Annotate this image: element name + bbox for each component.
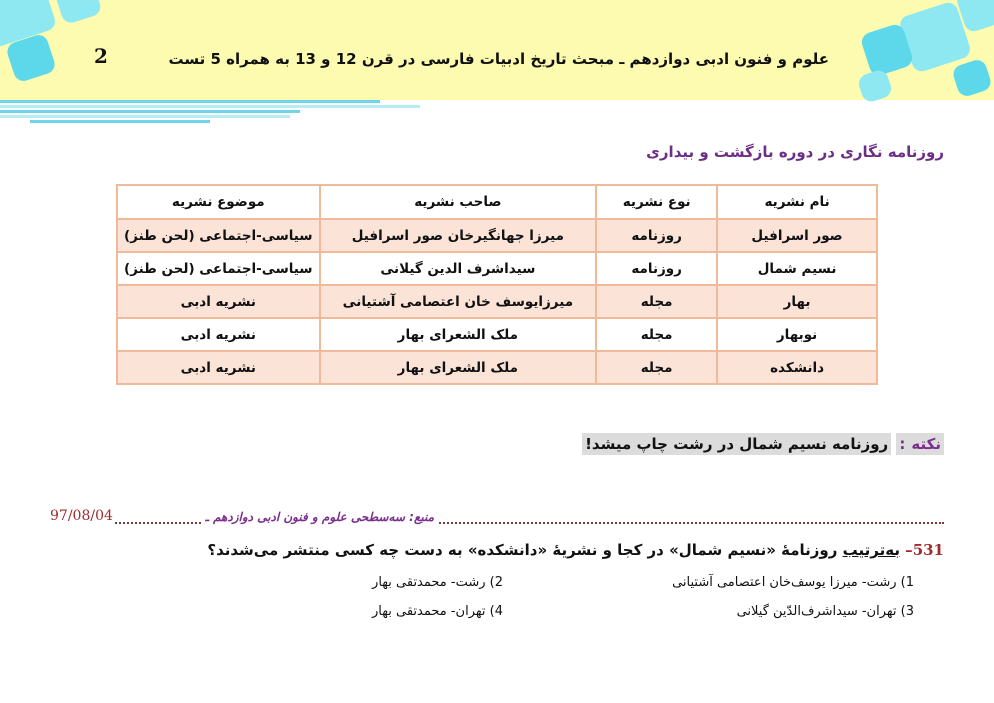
option-3[interactable]: 3) تهران- سیداشرف‌الدّین گیلانی bbox=[736, 604, 914, 619]
decor-square-icon bbox=[951, 58, 993, 99]
table-row bbox=[117, 351, 877, 384]
table-row bbox=[117, 318, 877, 351]
table-cell: مجله bbox=[596, 285, 717, 318]
decor-square-icon bbox=[53, 0, 103, 25]
note-label: نکته bbox=[908, 433, 944, 455]
table-cell: مجله bbox=[596, 318, 717, 351]
table-row bbox=[117, 252, 877, 285]
dotted-rule bbox=[48, 522, 944, 524]
question-lead: به‌ترتیب bbox=[842, 541, 900, 559]
column-header: نام نشریه bbox=[717, 185, 877, 219]
column-header: موضوع نشریه bbox=[117, 185, 320, 219]
table-cell: نشریه ادبی bbox=[117, 318, 320, 351]
note-text: روزنامه نسیم شمال در رشت چاپ میشد! bbox=[582, 433, 891, 455]
table-cell: نسیم شمال bbox=[717, 252, 877, 285]
header-title: علوم و فنون ادبی دوازدهم ـ مبحث تاریخ ادبیات فارسی در قرن 12 و 13 به همراه 5 تست bbox=[168, 50, 829, 68]
table-header-row bbox=[117, 185, 877, 219]
page-header bbox=[0, 0, 994, 100]
publications-table bbox=[116, 184, 878, 385]
column-header: نوع نشریه bbox=[596, 185, 717, 219]
table-row bbox=[117, 219, 877, 252]
note: نکته: روزنامه نسیم شمال در رشت چاپ میشد! bbox=[582, 435, 944, 453]
source-line bbox=[48, 508, 944, 526]
table-cell: دانشکده bbox=[717, 351, 877, 384]
table-cell: سیاسی-اجتماعی (لحن طنز) bbox=[117, 252, 320, 285]
question-text: روزنامهٔ «نسیم شمال» در کجا و نشریهٔ «دانشکده» به دست چه کسی منتشر می‌شدند؟ bbox=[207, 541, 838, 559]
source-text: منبع: سه‌سطحی علوم و فنون ادبی دوازدهم ـ bbox=[201, 510, 438, 524]
option-4[interactable]: 4) تهران- محمدتقی بهار bbox=[372, 604, 503, 619]
table-cell: میرزا جهانگیرخان صور اسرافیل bbox=[320, 219, 597, 252]
section-heading: روزنامه نگاری در دوره بازگشت و بیداری bbox=[646, 143, 944, 161]
table-row bbox=[117, 285, 877, 318]
table-cell: سیاسی-اجتماعی (لحن طنز) bbox=[117, 219, 320, 252]
source-date: 97/08/04 bbox=[50, 508, 113, 524]
table-cell: نشریه ادبی bbox=[117, 285, 320, 318]
table-cell: سیداشرف الدین گیلانی bbox=[320, 252, 597, 285]
column-header: صاحب نشریه bbox=[320, 185, 597, 219]
question-stem: 531– به‌ترتیب روزنامهٔ «نسیم شمال» در کجا و نشریهٔ «دانشکده» به دست چه کسی منتشر می‌شدند؟ bbox=[207, 541, 944, 559]
table-cell: روزنامه bbox=[596, 219, 717, 252]
table-cell: روزنامه bbox=[596, 252, 717, 285]
option-2[interactable]: 2) رشت- محمدتقی بهار bbox=[372, 575, 503, 590]
table-cell: صور اسرافیل bbox=[717, 219, 877, 252]
decor-square-icon bbox=[856, 68, 893, 104]
table-cell: نشریه ادبی bbox=[117, 351, 320, 384]
table-cell: مجله bbox=[596, 351, 717, 384]
page-number: 2 bbox=[94, 44, 108, 68]
table-cell: بهار bbox=[717, 285, 877, 318]
table-cell: ملک الشعرای بهار bbox=[320, 351, 597, 384]
table-cell: میرزایوسف خان اعتصامی آشتیانی bbox=[320, 285, 597, 318]
table-cell: ملک الشعرای بهار bbox=[320, 318, 597, 351]
option-1[interactable]: 1) رشت- میرزا یوسف‌خان اعتصامی آشتیانی bbox=[672, 575, 914, 590]
question-number: 531 bbox=[912, 541, 944, 559]
header-stripes bbox=[0, 100, 994, 122]
table-cell: نوبهار bbox=[717, 318, 877, 351]
